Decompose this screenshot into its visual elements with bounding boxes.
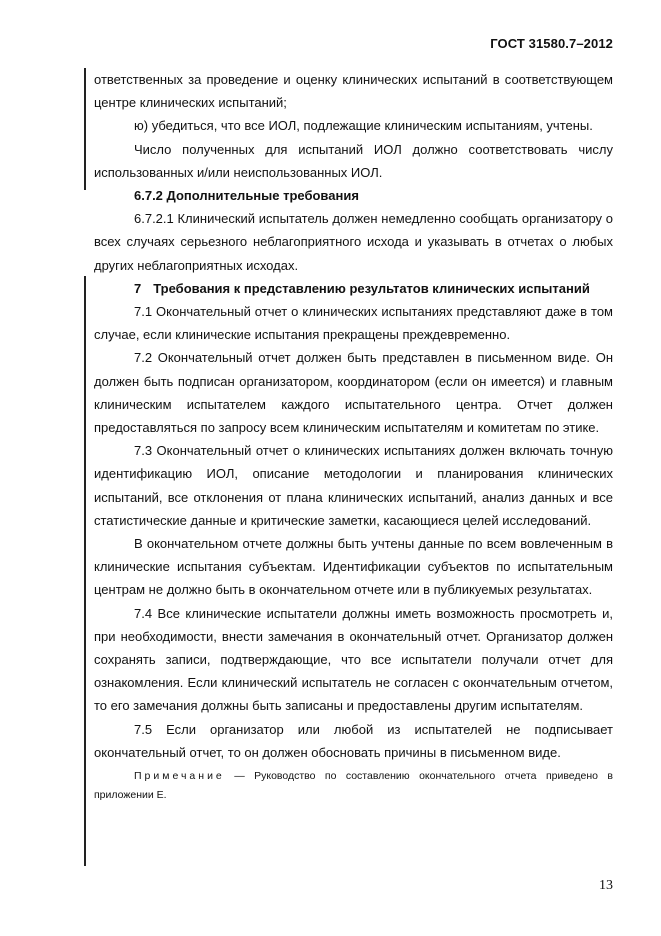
change-bar <box>84 68 86 190</box>
paragraph: 7.4 Все клинические испытатели должны иметь возможность просмотреть и, при необходимости, внести замечания в окончательный отчет. Организатор должен сохранять записи, подтверждающие, что все испытатели получали отчет для ознакомления. Если клинический испытатель не согласен с окончательным отчетом, то его замечания должны быть записаны и предоставлены другим испытателям. <box>94 605 613 714</box>
paragraph: 7.2 Окончательный отчет должен быть представлен в письменном виде. Он должен быть подписан организатором, координатором (если он имеется) и главным клиническим испытателем каждого испытательного центра. Отчет должен предоставляться по запросу всем клиническим испытателям и комитетам по этике. <box>94 350 613 436</box>
note <box>94 767 613 805</box>
section-title: Требования к представлению результатов клинических испытаний <box>153 280 590 296</box>
change-bar <box>84 276 86 866</box>
document-header: ГОСТ 31580.7–2012 <box>490 36 613 51</box>
note-label: Примечание <box>134 770 225 783</box>
paragraph: 7.1 Окончательный отчет о клинических испытаниях представляют даже в том случае, если клинические испытания прекращены преждевременно. <box>94 304 613 343</box>
paragraph: 6.7.2.1 Клинический испытатель должен немедленно сообщать организатору о всех случаях серьезного неблагоприятного исхода и указывать в отчетах о любых других неблагоприятных исходах. <box>94 211 613 273</box>
note-text: — Руководство по составлению окончательного отчета приведено в приложении Е. <box>94 770 613 802</box>
section-heading <box>94 277 613 300</box>
page-number: 13 <box>599 878 613 893</box>
section-heading: 6.7.2 Дополнительные требования <box>134 188 359 204</box>
paragraph: ю) убедиться, что все ИОЛ, подлежащие клиническим испытаниям, учтены. <box>134 118 593 134</box>
section-number: 7 <box>134 280 142 296</box>
document-body <box>94 68 613 805</box>
paragraph: ответственных за проведение и оценку клинических испытаний в соответствующем центре клинических испытаний; <box>94 72 613 111</box>
paragraph: В окончательном отчете должны быть учтены данные по всем вовлеченным в клинические испытания субъектам. Идентификации субъектов по испытательным центрам не должно быть в окончательном отчете или в публикуемых результатах. <box>94 536 613 598</box>
paragraph: 7.5 Если организатор или любой из испытателей не подписывает окончательный отчет, то он должен обосновать причины в письменном виде. <box>94 721 613 760</box>
paragraph: Число полученных для испытаний ИОЛ должно соответствовать числу использованных и/или неиспользованных ИОЛ. <box>94 141 613 180</box>
paragraph: 7.3 Окончательный отчет о клинических испытаниях должен включать точную идентификацию ИОЛ, описание методологии и планирования клинических испытаний, все отклонения от плана клинических испытаний, анализ данных и все статистические данные и критические заметки, касающиеся целей исследований. <box>94 443 613 528</box>
